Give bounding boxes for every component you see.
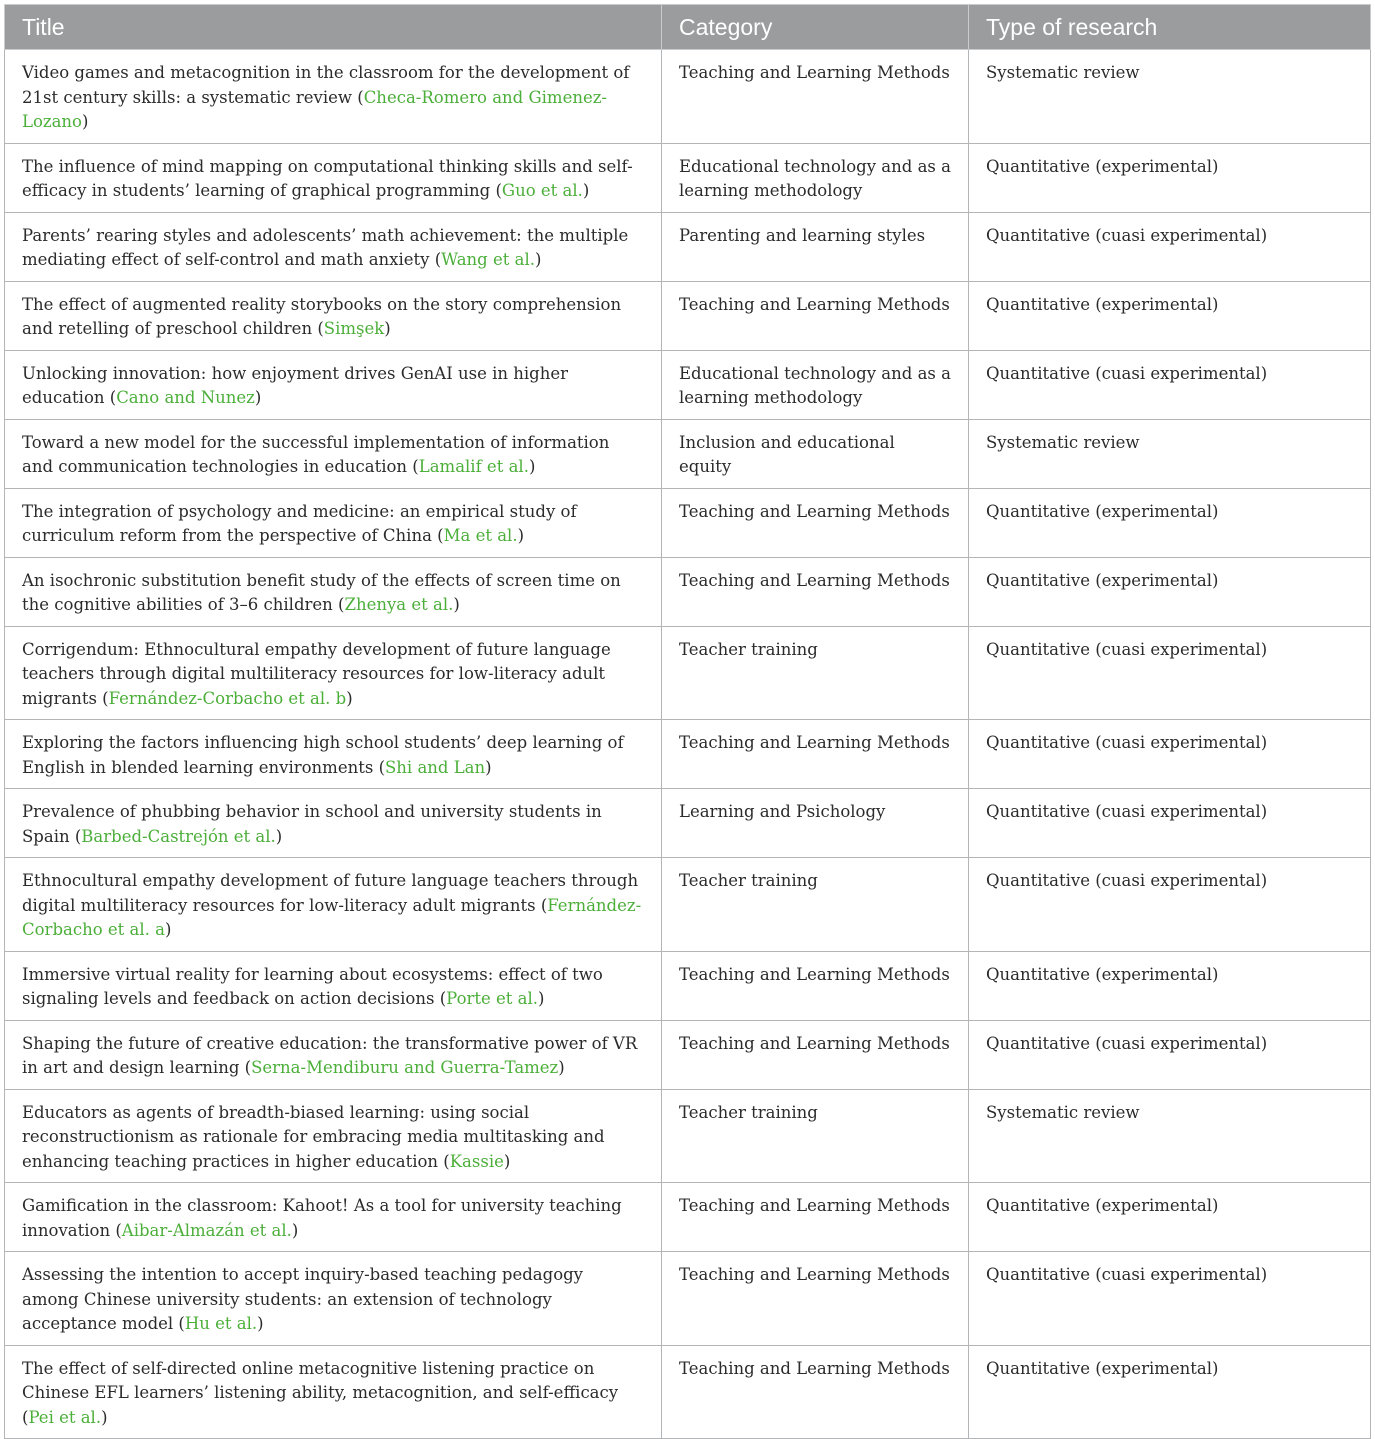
- citation-link[interactable]: Wang et al.: [441, 250, 535, 269]
- citation-link[interactable]: Porte et al.: [446, 989, 539, 1008]
- title-suffix: ): [257, 1314, 264, 1333]
- table-row: [5, 557, 1371, 626]
- table-row: [5, 143, 1371, 212]
- category-cell: Parenting and learning styles: [662, 212, 969, 281]
- title-cell: [5, 488, 662, 557]
- title-suffix: ): [517, 526, 525, 545]
- category-cell: Educational technology and as a learning methodology: [662, 143, 969, 212]
- title-suffix: ): [503, 1151, 511, 1171]
- title-cell: [5, 720, 662, 789]
- title-suffix: ): [453, 595, 460, 614]
- title-cell: [5, 626, 662, 720]
- title-text: The integration of psychology and medicine: an empirical study of curriculum reform from the perspective of China (: [22, 501, 577, 545]
- table-row: [5, 212, 1371, 281]
- title-cell: [5, 1345, 662, 1439]
- title-suffix: ): [485, 757, 492, 777]
- title-text: Parents’ rearing styles and adolescents’ math achievement: the multiple mediating effect of self-control and math anxiety (: [22, 225, 629, 269]
- table-row: [5, 1183, 1371, 1252]
- category-cell: Teaching and Learning Methods: [662, 50, 969, 144]
- table-body: [5, 50, 1371, 1439]
- citation-link[interactable]: Barbed-Castrejón et al.: [81, 826, 276, 846]
- title-text: Immersive virtual reality for learning about ecosystems: effect of two signaling levels and feedback on action decisions (: [22, 964, 603, 1008]
- title-suffix: ): [275, 826, 283, 846]
- category-cell: Teaching and Learning Methods: [662, 1252, 969, 1346]
- title-text: Ethnocultural empathy development of future language teachers through digital multiliteracy resources for low-literacy adult migrants (: [22, 871, 639, 915]
- table-row: [5, 789, 1371, 858]
- type-cell: Quantitative (cuasi experimental): [969, 626, 1371, 720]
- type-cell: Quantitative (cuasi experimental): [969, 1020, 1371, 1089]
- research-table: [4, 4, 1371, 1439]
- title-suffix: ): [254, 388, 262, 407]
- table-header: [5, 5, 1371, 50]
- category-cell: Inclusion and educational equity: [662, 419, 969, 488]
- column-header-title: Title: [5, 5, 662, 50]
- citation-link[interactable]: Pei et al.: [28, 1407, 102, 1427]
- title-text: Gamification in the classroom: Kahoot! As a tool for university teaching innovation (: [22, 1196, 622, 1240]
- type-cell: Quantitative (experimental): [969, 488, 1371, 557]
- category-cell: Teaching and Learning Methods: [662, 1345, 969, 1439]
- category-cell: Learning and Psichology: [662, 789, 969, 858]
- type-cell: Quantitative (experimental): [969, 1183, 1371, 1252]
- title-text: Corrigendum: Ethnocultural empathy development of future language teachers through digital multiliteracy resources for low-literacy adult migrants (: [22, 639, 611, 708]
- type-cell: Quantitative (experimental): [969, 557, 1371, 626]
- citation-link[interactable]: Aibar-Almazán et al.: [121, 1220, 292, 1240]
- title-cell: [5, 50, 662, 144]
- type-cell: Quantitative (experimental): [969, 1345, 1371, 1439]
- citation-link[interactable]: Fernández-Corbacho et al. a: [22, 895, 642, 939]
- category-cell: Teaching and Learning Methods: [662, 1183, 969, 1252]
- table-row: [5, 626, 1371, 720]
- title-text: Unlocking innovation: how enjoyment drives GenAI use in higher education (: [22, 363, 568, 407]
- type-cell: Quantitative (experimental): [969, 951, 1371, 1020]
- title-suffix: ): [291, 1220, 299, 1240]
- table-row: [5, 1089, 1371, 1183]
- category-cell: Teaching and Learning Methods: [662, 1020, 969, 1089]
- title-suffix: ): [558, 1058, 565, 1077]
- citation-link[interactable]: Zhenya et al.: [344, 595, 454, 614]
- title-text: Exploring the factors influencing high school students’ deep learning of English in blended learning environments (: [22, 733, 624, 777]
- category-cell: Teaching and Learning Methods: [662, 557, 969, 626]
- table-row: [5, 858, 1371, 952]
- citation-link[interactable]: Hu et al.: [184, 1314, 258, 1333]
- citation-link[interactable]: Fernández-Corbacho et al. b: [108, 688, 347, 708]
- title-suffix: ): [164, 920, 172, 939]
- type-cell: Quantitative (experimental): [969, 281, 1371, 350]
- type-cell: Quantitative (cuasi experimental): [969, 350, 1371, 419]
- title-cell: [5, 350, 662, 419]
- title-cell: [5, 858, 662, 952]
- citation-link[interactable]: Checa-Romero and Gimenez-Lozano: [22, 87, 607, 131]
- title-text: Shaping the future of creative education: the transformative power of VR in art and design learning (: [22, 1033, 638, 1077]
- type-cell: Quantitative (cuasi experimental): [969, 1252, 1371, 1346]
- table-row: [5, 488, 1371, 557]
- title-text: Assessing the intention to accept inquiry-based teaching pedagogy among Chinese university students: an extension of technology acceptance model (: [22, 1265, 584, 1333]
- type-cell: Quantitative (cuasi experimental): [969, 789, 1371, 858]
- title-cell: [5, 212, 662, 281]
- type-cell: Systematic review: [969, 419, 1371, 488]
- title-cell: [5, 557, 662, 626]
- title-text: Video games and metacognition in the classroom for the development of 21st century skills: a systematic review (: [22, 63, 630, 107]
- column-header-category: Category: [662, 5, 969, 50]
- title-cell: [5, 1020, 662, 1089]
- title-cell: [5, 789, 662, 858]
- title-suffix: ): [538, 989, 545, 1008]
- type-cell: Systematic review: [969, 50, 1371, 144]
- citation-link[interactable]: Ma et al.: [443, 526, 518, 545]
- title-cell: [5, 951, 662, 1020]
- type-cell: Quantitative (cuasi experimental): [969, 720, 1371, 789]
- title-text: The effect of augmented reality storybooks on the story comprehension and retelling of preschool children (: [22, 294, 622, 338]
- title-cell: [5, 1183, 662, 1252]
- category-cell: Teacher training: [662, 626, 969, 720]
- title-suffix: ): [534, 250, 542, 269]
- title-suffix: ): [582, 181, 590, 200]
- header-row: [5, 5, 1371, 50]
- citation-link[interactable]: Cano and Nunez: [116, 388, 255, 407]
- citation-link[interactable]: Shi and Lan: [385, 757, 486, 777]
- table-row: [5, 281, 1371, 350]
- table-row: [5, 350, 1371, 419]
- category-cell: Teacher training: [662, 858, 969, 952]
- citation-link[interactable]: Lamalif et al.: [418, 457, 529, 476]
- citation-link[interactable]: Serna-Mendiburu and Guerra-Tamez: [251, 1058, 559, 1077]
- title-suffix: ): [346, 688, 353, 708]
- title-text: An isochronic substitution benefit study of the effects of screen time on the cognitive abilities of 3–6 children (: [22, 570, 621, 614]
- category-cell: Teaching and Learning Methods: [662, 488, 969, 557]
- category-cell: Educational technology and as a learning methodology: [662, 350, 969, 419]
- title-suffix: ): [528, 457, 536, 476]
- citation-link[interactable]: Simşek: [323, 319, 385, 338]
- title-cell: [5, 281, 662, 350]
- title-suffix: ): [81, 112, 89, 131]
- title-text: The influence of mind mapping on computational thinking skills and self-efficacy in students’ learning of graphical programming (: [22, 156, 633, 200]
- type-cell: Quantitative (cuasi experimental): [969, 212, 1371, 281]
- category-cell: Teaching and Learning Methods: [662, 281, 969, 350]
- title-suffix: ): [101, 1407, 108, 1427]
- title-cell: [5, 1089, 662, 1183]
- title-text: Toward a new model for the successful implementation of information and communication technologies in education (: [22, 432, 610, 476]
- table-row: [5, 419, 1371, 488]
- category-cell: Teaching and Learning Methods: [662, 951, 969, 1020]
- title-text: The effect of self-directed online metacognitive listening practice on Chinese EFL learners’ listening ability, metacognition, and self-efficacy (: [22, 1358, 619, 1427]
- category-cell: Teacher training: [662, 1089, 969, 1183]
- title-text: Prevalence of phubbing behavior in school and university students in Spain (: [22, 802, 602, 846]
- type-cell: Quantitative (experimental): [969, 143, 1371, 212]
- title-suffix: ): [384, 319, 391, 338]
- title-text: Educators as agents of breadth-biased learning: using social reconstructionism as rationale for embracing media multitasking and enhancing teaching practices in higher education (: [22, 1102, 605, 1171]
- table-row: [5, 1345, 1371, 1439]
- type-cell: Systematic review: [969, 1089, 1371, 1183]
- title-cell: [5, 1252, 662, 1346]
- category-cell: Teaching and Learning Methods: [662, 720, 969, 789]
- table-row: [5, 50, 1371, 144]
- title-cell: [5, 419, 662, 488]
- table-row: [5, 1252, 1371, 1346]
- table-row: [5, 951, 1371, 1020]
- citation-link[interactable]: Kassie: [449, 1151, 504, 1171]
- type-cell: Quantitative (cuasi experimental): [969, 858, 1371, 952]
- table-row: [5, 720, 1371, 789]
- table-row: [5, 1020, 1371, 1089]
- column-header-type: Type of research: [969, 5, 1371, 50]
- title-cell: [5, 143, 662, 212]
- citation-link[interactable]: Guo et al.: [501, 181, 583, 200]
